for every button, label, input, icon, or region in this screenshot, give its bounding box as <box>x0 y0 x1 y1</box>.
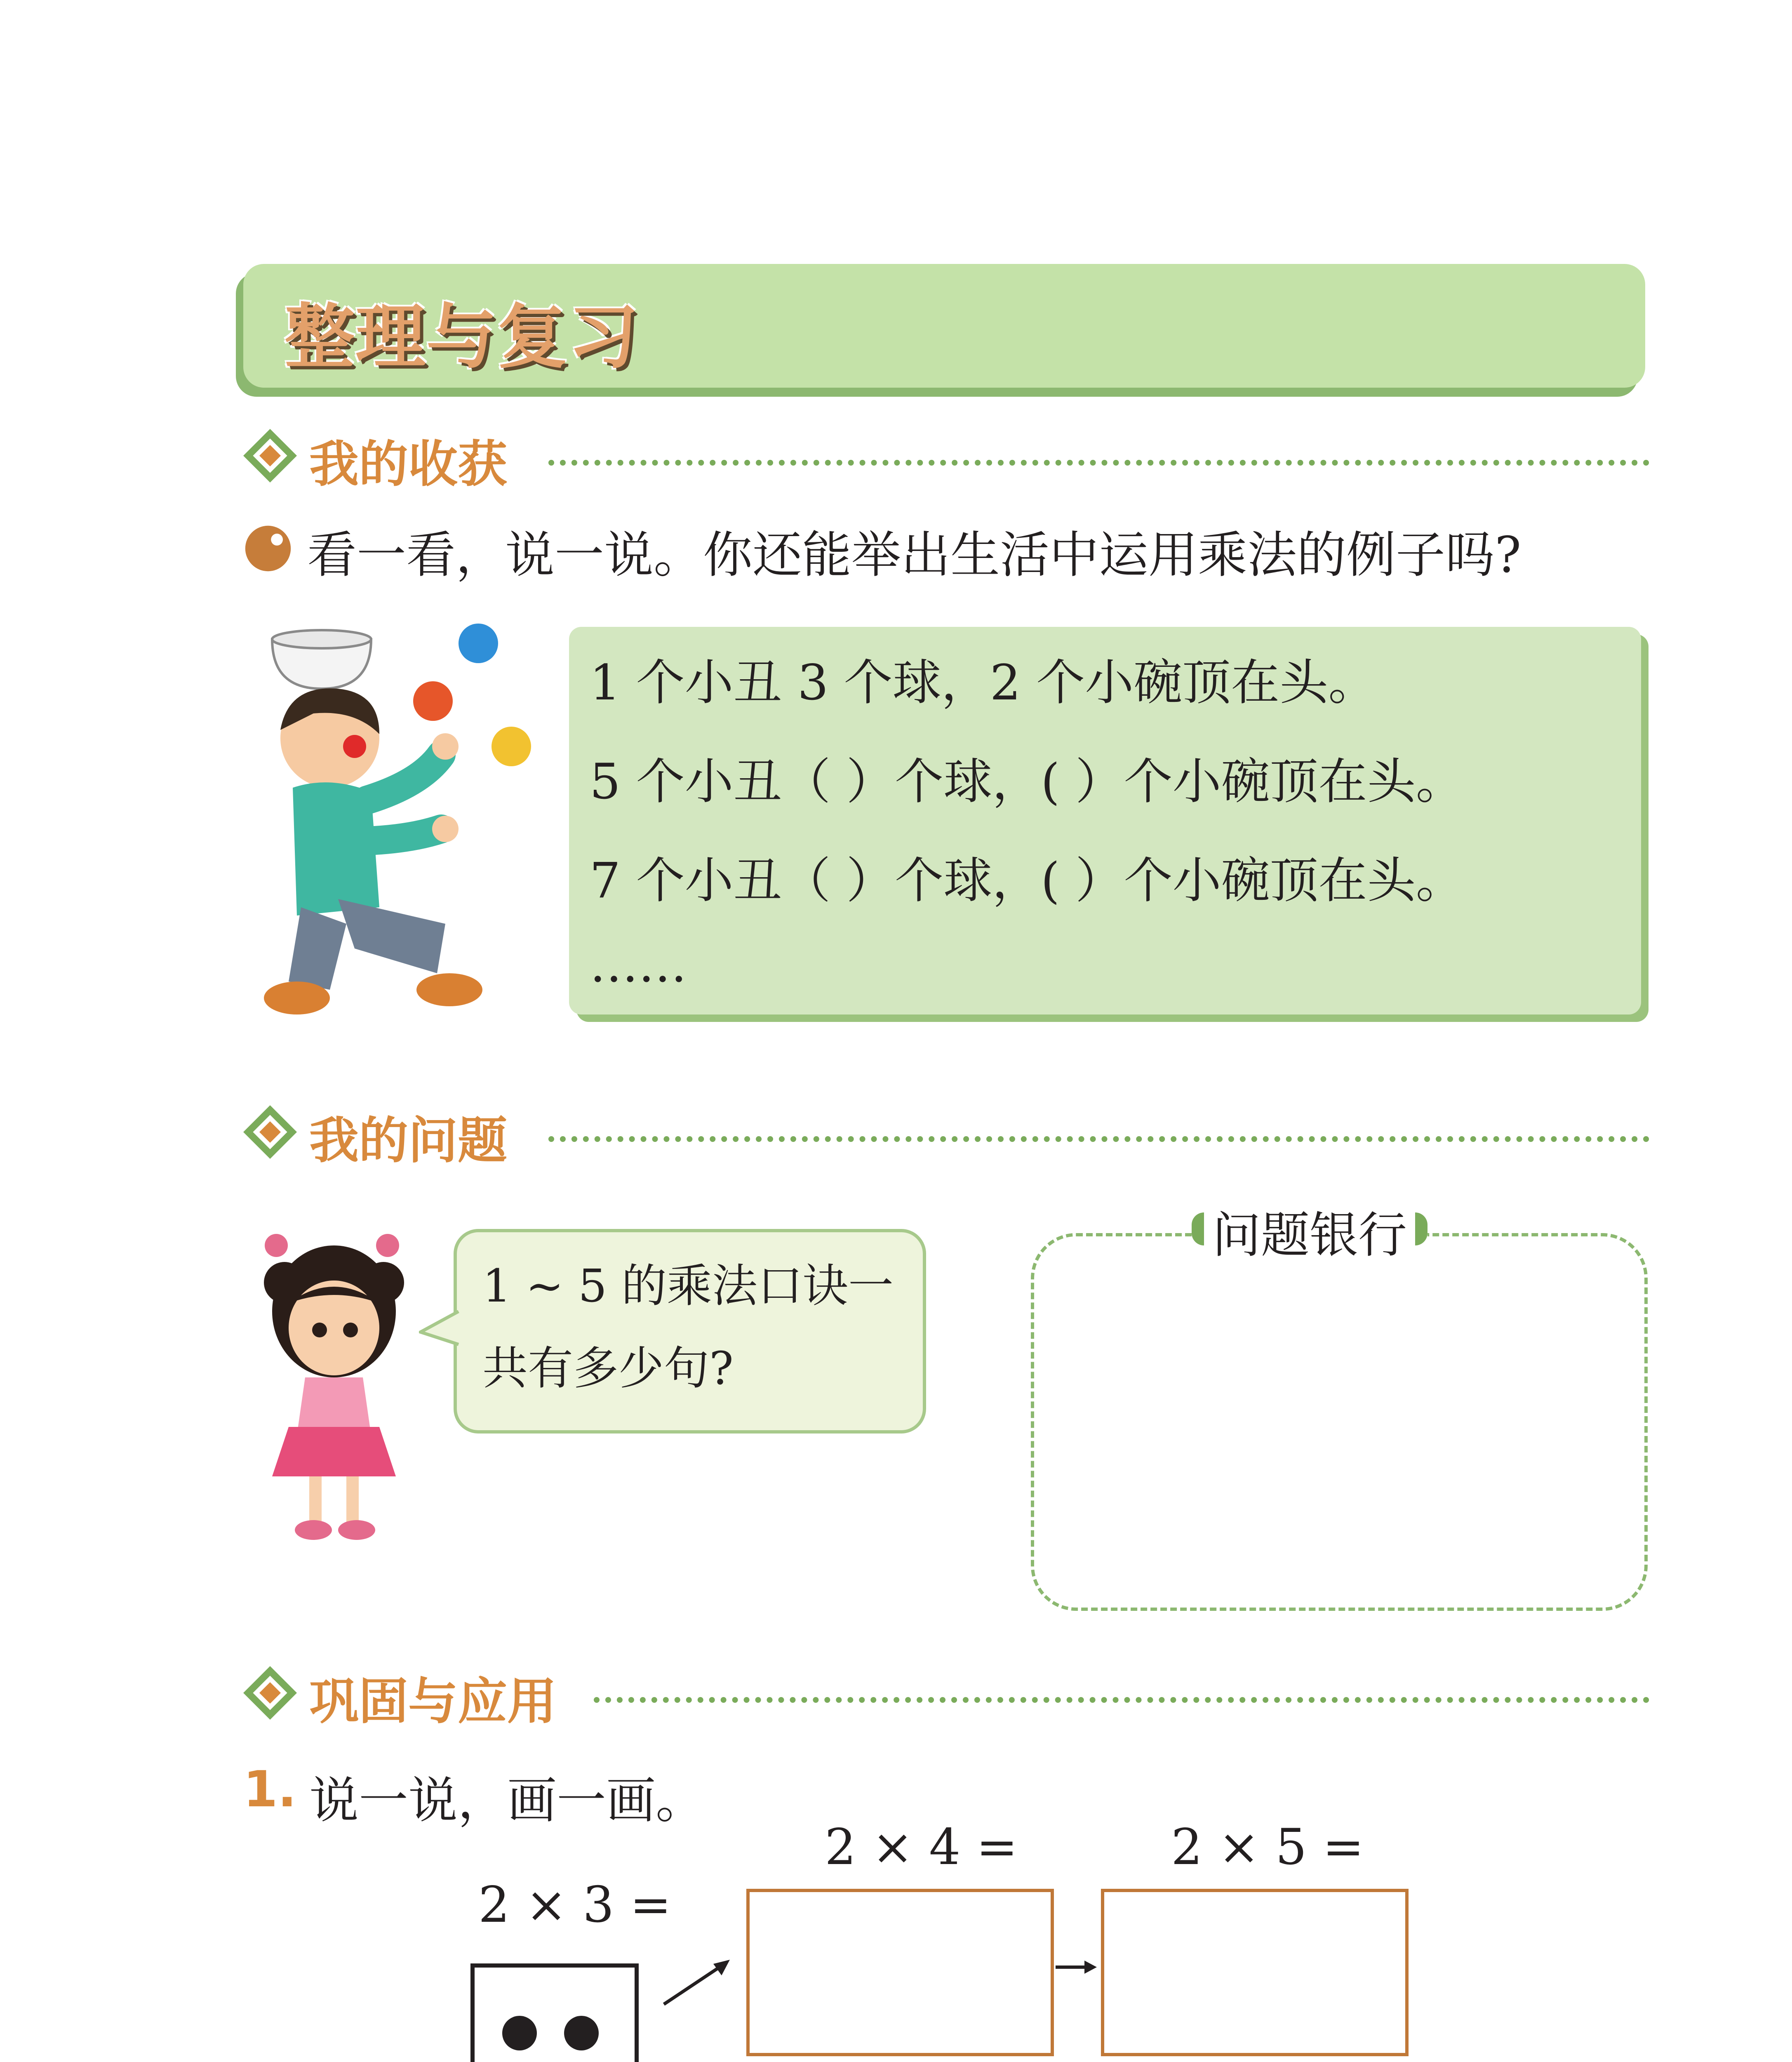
box-line-2: 5 个小丑（ ）个球，( ）个小碗顶在头。 <box>590 753 1465 810</box>
arrow-up-right-icon <box>660 1955 734 2008</box>
arrow-right-icon <box>1054 1955 1099 1980</box>
diamond-icon <box>243 429 297 483</box>
equation-given: 2 × 3 = <box>478 1876 672 1934</box>
section-title-question: 我的问题 <box>309 1112 507 1170</box>
diamond-icon <box>243 1666 297 1720</box>
dot-array-box <box>470 1963 639 2062</box>
equation-2x5: 2 × 5 = <box>1171 1819 1364 1876</box>
girl-question-line-2: 共有多少句? <box>482 1342 734 1395</box>
clown-illustration <box>247 610 544 1027</box>
section-header-harvest <box>243 421 1649 493</box>
section-header-question <box>243 1097 1649 1170</box>
label-cap-right <box>1415 1212 1427 1245</box>
exercise-instruction: 说一说，画一画。 <box>309 1772 705 1829</box>
bullet-dot-icon <box>243 524 293 573</box>
section-header-apply <box>243 1658 1649 1730</box>
answer-box-2x4[interactable] <box>746 1889 1054 2056</box>
bubble-tail <box>419 1307 460 1349</box>
section-title-apply: 巩固与应用 <box>309 1673 557 1730</box>
exercise-number: 1. <box>243 1761 297 1818</box>
question-bank-text: 问题银行 <box>1212 1207 1407 1264</box>
question-bank-box <box>1031 1233 1648 1611</box>
label-cap-left <box>1192 1212 1204 1245</box>
equation-2x4: 2 × 4 = <box>825 1819 1018 1876</box>
box-line-4: …… <box>590 936 687 993</box>
box-line-1: 1 个小丑 3 个球，2 个小碗顶在头。 <box>590 654 1377 711</box>
dotted-divider <box>548 460 1649 466</box>
dotted-divider <box>594 1697 1649 1703</box>
section-title-harvest: 我的收获 <box>309 436 507 493</box>
question-bank-label <box>1192 1196 1427 1266</box>
box-line-3: 7 个小丑（ ）个球，( ）个小碗顶在头。 <box>590 852 1465 909</box>
girl-illustration <box>247 1229 421 1542</box>
answer-box-2x5[interactable] <box>1101 1889 1409 2056</box>
page-title: 整理与复习 <box>285 297 640 378</box>
diamond-icon <box>243 1105 297 1159</box>
girl-question-line-1: 1 ~ 5 的乘法口诀一 <box>482 1259 894 1312</box>
prompt-text: 看一看，说一说。你还能举出生活中运用乘法的例子吗? <box>307 527 1522 584</box>
dotted-divider <box>548 1136 1649 1142</box>
